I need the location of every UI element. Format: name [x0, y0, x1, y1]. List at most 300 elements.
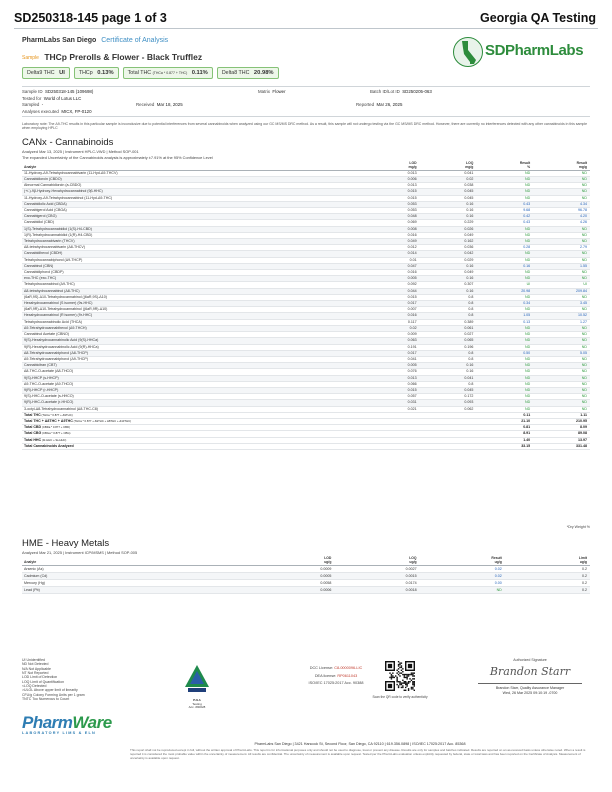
- analyte-name: Δ8-tetrahydrocannabinol (Δ8-THC): [22, 288, 363, 294]
- result-mg: ND: [533, 270, 590, 276]
- loq-value: 0.026: [420, 226, 477, 232]
- pharmware-tagline: LABORATORY LIMS & ELN: [22, 731, 96, 735]
- loq-value: 0.045: [420, 189, 477, 195]
- result-mg: 4.26: [533, 220, 590, 226]
- result-percent: ND: [476, 170, 533, 176]
- cannabinoids-table: [22, 162, 590, 450]
- lod-value: 0.013: [363, 170, 420, 176]
- analyte-name: Δ9-Tetrahydrocannabiphorol (Δ9-THCP): [22, 356, 363, 362]
- loq-value: 0.041: [420, 170, 477, 176]
- result-percent: 0.43: [476, 201, 533, 207]
- analyte-name: Cannabicitran (CBT): [22, 363, 363, 369]
- analyte-name: Δ9-Tetrahydrocannabihexol (Δ9-THCH): [22, 325, 363, 331]
- dea-license: DEA license: RP0611043: [314, 673, 358, 678]
- result-mg: ND: [533, 170, 590, 176]
- lod-value: 0.015: [363, 195, 420, 201]
- badge-label: Total THC: [127, 70, 152, 76]
- iso-accreditation: ISO/IEC 17025:2017 Acc. 90388: [308, 681, 364, 685]
- result-mg: ND: [533, 363, 590, 369]
- result-mg: ND: [533, 189, 590, 195]
- total-mg: 210.95: [533, 418, 590, 424]
- heavy-metals-table: [22, 557, 590, 594]
- lab-line: [22, 37, 168, 44]
- legend-item: ND Not Detected: [22, 662, 49, 667]
- signature-label: Authorized Signature: [513, 658, 547, 662]
- analyte-name: 1(S)-Tetrahydrocannabidiol (1(S)-H4-CBD): [22, 226, 363, 232]
- analyte-name: (+/-)-9β-Hydroxy-Hexahydrocannabinol (9β-HHC): [22, 189, 363, 195]
- tested-for: Tested for World of Lotus LLC: [22, 95, 82, 101]
- result-percent: ND: [476, 239, 533, 245]
- loq-value: 0.196: [420, 344, 477, 350]
- result-mg: UI: [533, 282, 590, 288]
- total-percent: 0.11: [476, 412, 533, 418]
- total-mg: 13.97: [533, 437, 590, 443]
- lod-value: 0.015: [363, 189, 420, 195]
- result-percent: ND: [476, 177, 533, 183]
- lod-value: 0.053: [363, 208, 420, 214]
- loq-value: 0.029: [420, 257, 477, 263]
- lod-value: 0.016: [363, 313, 420, 319]
- analyte-name: Cannabidiphorol (CBDP): [22, 270, 363, 276]
- result-mg: ND: [533, 307, 590, 313]
- lod-value: 0.047: [363, 263, 420, 269]
- signature-line: [478, 683, 582, 684]
- analyte-name: Cadmium (Cd): [22, 572, 249, 579]
- result-percent: ND: [476, 332, 533, 338]
- lod-value: 0.007: [363, 307, 420, 313]
- total-name: Total HHC (9r-HHC + 9s-HHC): [22, 437, 363, 443]
- result-value: 0.02: [420, 565, 505, 572]
- loq-value: 0.038: [420, 183, 477, 189]
- result-mg: 3.45: [533, 301, 590, 307]
- analyte-name: 9(R)-HHCP (r-HHCP): [22, 387, 363, 393]
- badge-value: 0.13%: [97, 70, 114, 76]
- analyte-name: Hexahydrocannabinol (R isomer) (9r-HHC): [22, 313, 363, 319]
- table-row: [22, 579, 590, 586]
- result-mg: ND: [533, 276, 590, 282]
- result-mg: ND: [533, 369, 590, 375]
- header-divider: [14, 28, 598, 29]
- result-mg: 4.34: [533, 201, 590, 207]
- analyte-name: Lead (Pb): [22, 586, 249, 593]
- result-percent: 20.98: [476, 288, 533, 294]
- loq-value: 0.8: [420, 294, 477, 300]
- badge-value: 20.98%: [253, 70, 274, 76]
- analyte-name: 3-octyl-Δ8-Tetrahydrocannabinol (Δ8-THC-C8): [22, 406, 363, 412]
- col-result-pct: Result %: [476, 162, 533, 170]
- result-mg: ND: [533, 356, 590, 362]
- analyte-name: Δ8-tetrahydrocannabivarin (Δ8-THCV): [22, 245, 363, 251]
- col-loq: LOQ mg/g: [420, 162, 477, 170]
- lod-value: 0.066: [363, 381, 420, 387]
- loq-value: 0.16: [420, 369, 477, 375]
- client-title: Georgia QA Testing: [480, 11, 596, 25]
- california-icon: [453, 36, 483, 68]
- loq-value: 0.0027: [334, 565, 419, 572]
- result-mg: ND: [533, 344, 590, 350]
- result-percent: ND: [476, 195, 533, 201]
- loq-value: 0.036: [420, 245, 477, 251]
- result-mg: ND: [533, 400, 590, 406]
- result-percent: ND: [476, 183, 533, 189]
- lod-value: 0.053: [363, 201, 420, 207]
- lod-value: 0.02: [363, 325, 420, 331]
- result-mg: ND: [533, 239, 590, 245]
- legend-item: LOD Limit of Detection: [22, 675, 58, 680]
- lod-value: 0.005: [363, 276, 420, 282]
- result-mg: 96.78: [533, 208, 590, 214]
- result-mg: ND: [533, 251, 590, 257]
- reported: Reported Mar 26, 2025: [356, 102, 403, 107]
- loq-value: 0.027: [420, 332, 477, 338]
- total-mg: 8.09: [533, 425, 590, 431]
- total-percent: 1.40: [476, 437, 533, 443]
- loq-value: 0.16: [420, 276, 477, 282]
- col-lod: LOD mg/g: [363, 162, 420, 170]
- analyte-name: Hexahydrocannabinol (S isomer) (9s-HHC): [22, 301, 363, 307]
- sample-label: Sample: [22, 55, 39, 61]
- total-mg: 331.48: [533, 443, 590, 449]
- doc-type: Certificate of Analysis: [101, 37, 169, 44]
- lod-value: 0.0006: [249, 586, 334, 593]
- lod-value: 0.048: [363, 214, 420, 220]
- analyte-name: Cannabigerol Acid (CBGA): [22, 208, 363, 214]
- result-percent: 0.28: [476, 245, 533, 251]
- badge-label: Delta9 THC: [27, 70, 55, 76]
- lab-name: PharmLabs San Diego: [22, 37, 97, 44]
- col-analyte: Analyte: [22, 557, 249, 565]
- result-mg: ND: [533, 226, 590, 232]
- pharmware-name: PharmWare: [22, 713, 112, 732]
- result-mg: ND: [533, 375, 590, 381]
- footer-address: PharmLabs San Diego | 3421 Hancock St, Second Floor, San Diego, CA 92110 | 619.356.0898 | ISO/IEC 17025:2017 Acc. 85368: [254, 742, 466, 746]
- abbreviation-legend: [22, 658, 85, 701]
- result-percent: ND: [476, 276, 533, 282]
- table-header: [22, 557, 590, 565]
- lod-value: 0.014: [363, 251, 420, 257]
- loq-value: 0.8: [420, 313, 477, 319]
- info-divider: [22, 116, 590, 117]
- limit-value: 0.2: [505, 579, 590, 586]
- lod-value: 0.0005: [249, 572, 334, 579]
- lod-value: 0.008: [363, 226, 420, 232]
- result-percent: ND: [476, 363, 533, 369]
- result-mg: ND: [533, 257, 590, 263]
- result-mg: 4.20: [533, 214, 590, 220]
- analyte-name: Tetrahydrocannabiphorol (Δ9-THCP): [22, 257, 363, 263]
- lod-value: 0.044: [363, 288, 420, 294]
- badge-formula: (THCa * 0.877 + THC): [152, 71, 188, 75]
- result-percent: ND: [476, 294, 533, 300]
- analyte-name: Tetrahydrocannabinol (Δ9-THC): [22, 282, 363, 288]
- loq-value: 0.16: [420, 263, 477, 269]
- loq-value: 0.162: [420, 239, 477, 245]
- dry-weight-note: *Dry Weight %: [566, 525, 590, 529]
- result-percent: 0.43: [476, 220, 533, 226]
- result-percent: 0.34: [476, 301, 533, 307]
- col-lod: LOD ug/g: [249, 557, 334, 565]
- table-row: [22, 572, 590, 579]
- badge-delta8: [217, 67, 279, 79]
- result-mg: 10.52: [533, 313, 590, 319]
- license-info: [291, 665, 381, 688]
- analyte-name: 9(S)-Hexahydrocannabinolic Acid (9(S)-HHCa): [22, 338, 363, 344]
- lod-value: 0.013: [363, 375, 420, 381]
- lod-value: 0.191: [363, 344, 420, 350]
- analyte-name: Cannabidiol (CBD): [22, 220, 363, 226]
- result-percent: ND: [476, 381, 533, 387]
- total-name: Total CBG (CBGa * 0.877 + CBG): [22, 431, 363, 437]
- loq-value: 0.042: [420, 251, 477, 257]
- total-percent: 21.10: [476, 418, 533, 424]
- loq-value: 0.049: [420, 270, 477, 276]
- analyte-name: Cannabidihexol (CBDH): [22, 251, 363, 257]
- badge-label: Delta8 THC: [221, 70, 250, 76]
- lod-value: 0.049: [363, 239, 420, 245]
- total-percent: 33.15: [476, 443, 533, 449]
- cannabinoids-title: CANx - Cannabinoids: [22, 137, 114, 148]
- analyte-name: Cannabidiolic Acid (CBDA): [22, 201, 363, 207]
- result-percent: ND: [476, 232, 533, 238]
- sample-name: THCp Prerolls & Flower - Black Trufflez: [44, 52, 203, 62]
- result-percent: ND: [476, 406, 533, 412]
- result-mg: ND: [533, 387, 590, 393]
- loq-value: 0.041: [420, 375, 477, 381]
- result-percent: ND: [476, 307, 533, 313]
- result-percent: ND: [476, 387, 533, 393]
- sampled: Sampled -: [22, 102, 44, 107]
- result-percent: ND: [476, 325, 533, 331]
- loq-value: 0.093: [420, 400, 477, 406]
- logo-text: SDPharmLabs: [485, 42, 584, 59]
- result-mg: ND: [533, 325, 590, 331]
- analyte-name: Cannabigerol (CBG): [22, 214, 363, 220]
- loq-value: 0.8: [420, 356, 477, 362]
- loq-value: 0.0174: [334, 579, 419, 586]
- result-mg: ND: [533, 232, 590, 238]
- limit-value: 0.2: [505, 572, 590, 579]
- loq-value: 0.02: [420, 177, 477, 183]
- loq-value: 0.16: [420, 201, 477, 207]
- result-mg: ND: [533, 183, 590, 189]
- legend-item: >ULOL Above upper limit of linearity: [22, 688, 78, 693]
- legend-item: N/A Not Applicable: [22, 666, 51, 671]
- laboratory-note: Laboratory note: The Δ9-THC results in this particular sample is inconclusive due to potential interferences from several cannabinoids when analyzed using our GC MS/MS DRC method. As a result, this sample will not undergo testing via the GC MS/MS DRC method. However, there are currently no interferences detected with any other cannabinoids in this sample when employing HPLC: [22, 122, 588, 131]
- col-result: Result ug/g: [420, 557, 505, 565]
- badge-label: THCp: [78, 70, 93, 76]
- loq-value: 0.8: [420, 350, 477, 356]
- result-mg: ND: [533, 381, 590, 387]
- total-row: [22, 443, 590, 449]
- result-mg: 1.27: [533, 319, 590, 325]
- lod-value: 0.005: [363, 363, 420, 369]
- report-title: SD250318-145 page 1 of 3: [14, 11, 167, 25]
- result-percent: ND: [476, 270, 533, 276]
- result-percent: ND: [476, 400, 533, 406]
- badge-thcp: [74, 67, 119, 79]
- result-percent: ND: [476, 394, 533, 400]
- legend-item: TNTC Too Numerous to Count: [22, 697, 70, 702]
- loq-value: 0.16: [420, 288, 477, 294]
- lod-value: 0.092: [363, 282, 420, 288]
- analyte-name: Cannabinol Acetate (CBNO): [22, 332, 363, 338]
- loq-value: 0.389: [420, 319, 477, 325]
- result-mg: ND: [533, 338, 590, 344]
- result-percent: ND: [476, 226, 533, 232]
- analyses-executed: Analyses executed MICX, FP-0120: [22, 108, 92, 114]
- legend-item: LOQ Limit of Quantification: [22, 679, 65, 684]
- lod-value: 0.009: [363, 332, 420, 338]
- heavy-metals-title: HME - Heavy Metals: [22, 538, 110, 549]
- analyte-name: Tetrahydrocannabinolic Acid (THCA): [22, 319, 363, 325]
- col-analyte: Analyte: [22, 162, 363, 170]
- analyte-name: 9(R)-Hexahydrocannabinolic Acid (9(R)-HHCa): [22, 344, 363, 350]
- analyte-name: Cannabidiorcin (CBDO): [22, 177, 363, 183]
- lod-value: 0.031: [363, 400, 420, 406]
- analyte-name: 11-Hydroxy-Δ9-Tetrahydrocannabinol (11-Hyd-Δ9-THC): [22, 195, 363, 201]
- loq-value: 0.065: [420, 338, 477, 344]
- result-percent: ND: [476, 344, 533, 350]
- batch-id: Batch ID/Lot ID SD250205-063: [370, 89, 432, 94]
- potency-badges: [22, 67, 279, 79]
- col-result-mg: Result mg/g: [533, 162, 590, 170]
- analyte-name: 9(S)-HHCP (s-HHCP): [22, 375, 363, 381]
- analyte-name: Δ8-THC-O-acetate (Δ8-THCO): [22, 369, 363, 375]
- result-percent: 0.16: [476, 263, 533, 269]
- analyte-name: (6aR,9R)-Δ10-Tetrahydrocannabinol ((6aR,9R)-Δ10): [22, 307, 363, 313]
- lod-value: 0.017: [363, 301, 420, 307]
- legend-item: UI Unidentified: [22, 658, 45, 662]
- accreditation-text: PJLA Testing Acc. #90028: [188, 698, 206, 710]
- analyte-name: 1(R)-Tetrahydrocannabidiol (1(R)-H4-CBD): [22, 232, 363, 238]
- result-percent: ND: [476, 251, 533, 257]
- lod-value: 0.041: [363, 356, 420, 362]
- total-name: Total Cannabinoids Analyzed: [22, 443, 363, 449]
- loq-value: 0.045: [420, 387, 477, 393]
- lod-value: 0.069: [363, 220, 420, 226]
- result-percent: 0.13: [476, 319, 533, 325]
- result-mg: ND: [533, 332, 590, 338]
- result-mg: 5.05: [533, 350, 590, 356]
- result-mg: ND: [533, 294, 590, 300]
- total-mg: 89.08: [533, 431, 590, 437]
- pjla-logo-icon: [182, 663, 212, 693]
- result-percent: ND: [476, 338, 533, 344]
- loq-value: 0.061: [420, 325, 477, 331]
- total-percent: 8.91: [476, 431, 533, 437]
- loq-value: 0.0015: [334, 572, 419, 579]
- lod-value: 0.016: [363, 232, 420, 238]
- result-percent: 0.42: [476, 214, 533, 220]
- result-value: ND: [420, 586, 505, 593]
- result-percent: 1.05: [476, 313, 533, 319]
- accreditation-seal: [180, 663, 214, 710]
- loq-value: 0.045: [420, 195, 477, 201]
- sdpharmlabs-logo: [453, 36, 593, 70]
- total-name: Total THC + Δ8THC + Δ9THC (THCa * 0.877 + Δ9THC + Δ8THC + Δ10THC): [22, 418, 363, 424]
- badge-delta9: [22, 67, 70, 79]
- loq-value: 0.0018: [334, 586, 419, 593]
- lod-value: 0.021: [363, 406, 420, 412]
- legend-item: NT Not Reported: [22, 671, 49, 676]
- signature-image: Brandon Starr: [489, 665, 571, 678]
- result-mg: 2.79: [533, 245, 590, 251]
- result-value: 0.02: [420, 572, 505, 579]
- sample-line: [22, 52, 202, 62]
- lod-value: 0.006: [363, 177, 420, 183]
- result-mg: ND: [533, 394, 590, 400]
- legend-item: CFU/g Colony Forming Units per 1 gram: [22, 692, 85, 697]
- lod-value: [363, 443, 420, 449]
- table-row: [22, 586, 590, 593]
- lod-value: 0.015: [363, 294, 420, 300]
- analyte-name: exo-THC (exo-THC): [22, 276, 363, 282]
- result-percent: 9.68: [476, 208, 533, 214]
- analyte-name: 11-Hydroxy-Δ9-Tetrahydrocannabivarin (11-Hyd-Δ9-THCV): [22, 170, 363, 176]
- result-mg: 1.55: [533, 263, 590, 269]
- lod-value: 0.076: [363, 369, 420, 375]
- analyte-name: Δ9-THC-O-acetate (Δ9-THCO): [22, 381, 363, 387]
- badge-total-thc: [123, 67, 213, 79]
- col-limit: Limit ug/g: [505, 557, 590, 565]
- loq-value: [420, 443, 477, 449]
- result-mg: ND: [533, 406, 590, 412]
- matrix: Matrix Flower: [258, 89, 286, 94]
- qr-caption: Scan the QR code to verify authenticity: [372, 695, 428, 699]
- loq-value: 0.229: [420, 220, 477, 226]
- analyte-name: Δ8-Tetrahydrocannabiphorol (Δ8-THCP): [22, 350, 363, 356]
- badge-value: 0.11%: [191, 70, 208, 76]
- lod-value: 0.063: [363, 338, 420, 344]
- lod-value: 0.017: [363, 350, 420, 356]
- result-percent: ND: [476, 369, 533, 375]
- lod-value: 0.012: [363, 245, 420, 251]
- analyte-name: Abnormal Cannabidiorcin (a-CBDO): [22, 183, 363, 189]
- info-divider: [22, 86, 590, 87]
- loq-value: 0.8: [420, 307, 477, 313]
- cannabinoids-analyzed: Analyzed Mar 13, 2025 | Instrument HPLC-VWD | Method SOP-001: [22, 149, 139, 154]
- loq-value: 0.16: [420, 214, 477, 220]
- analyte-name: Mercury (Hg): [22, 579, 249, 586]
- result-percent: 0.50: [476, 350, 533, 356]
- cannabinoids-uncertainty: The expanded Uncertainty of the Cannabinoids analysis is approximately ±7.91% at the 95% Confidence Level: [22, 155, 213, 160]
- lod-value: 0.117: [363, 319, 420, 325]
- limit-value: 0.2: [505, 565, 590, 572]
- result-percent: UI: [476, 282, 533, 288]
- loq-value: 0.172: [420, 394, 477, 400]
- verification-qr-code[interactable]: [385, 661, 415, 691]
- total-name: Total CBD (CBDa * 0.877 + CBD): [22, 425, 363, 431]
- table-header: [22, 162, 590, 170]
- loq-value: 0.062: [420, 406, 477, 412]
- lod-value: 0.013: [363, 183, 420, 189]
- result-percent: ND: [476, 375, 533, 381]
- analyte-name: Tetrahydrocannabivarin (THCV): [22, 239, 363, 245]
- result-value: 0.00: [420, 579, 505, 586]
- total-name: Total THC (THCa * 0.877 + Δ9THC): [22, 412, 363, 418]
- loq-value: 0.307: [420, 282, 477, 288]
- analyte-name: 9(S)-HHC-O-acetate (s-HHCO): [22, 394, 363, 400]
- lod-value: 0.01: [363, 257, 420, 263]
- dcc-license: DCC License: C8-0000096-LIC: [309, 666, 363, 670]
- pharmware-logo: [22, 713, 112, 735]
- analyte-name: Cannabinol (CBN): [22, 263, 363, 269]
- result-mg: ND: [533, 177, 590, 183]
- result-percent: ND: [476, 189, 533, 195]
- total-percent: 0.81: [476, 425, 533, 431]
- lod-value: 0.0058: [249, 579, 334, 586]
- total-mg: 1.11: [533, 412, 590, 418]
